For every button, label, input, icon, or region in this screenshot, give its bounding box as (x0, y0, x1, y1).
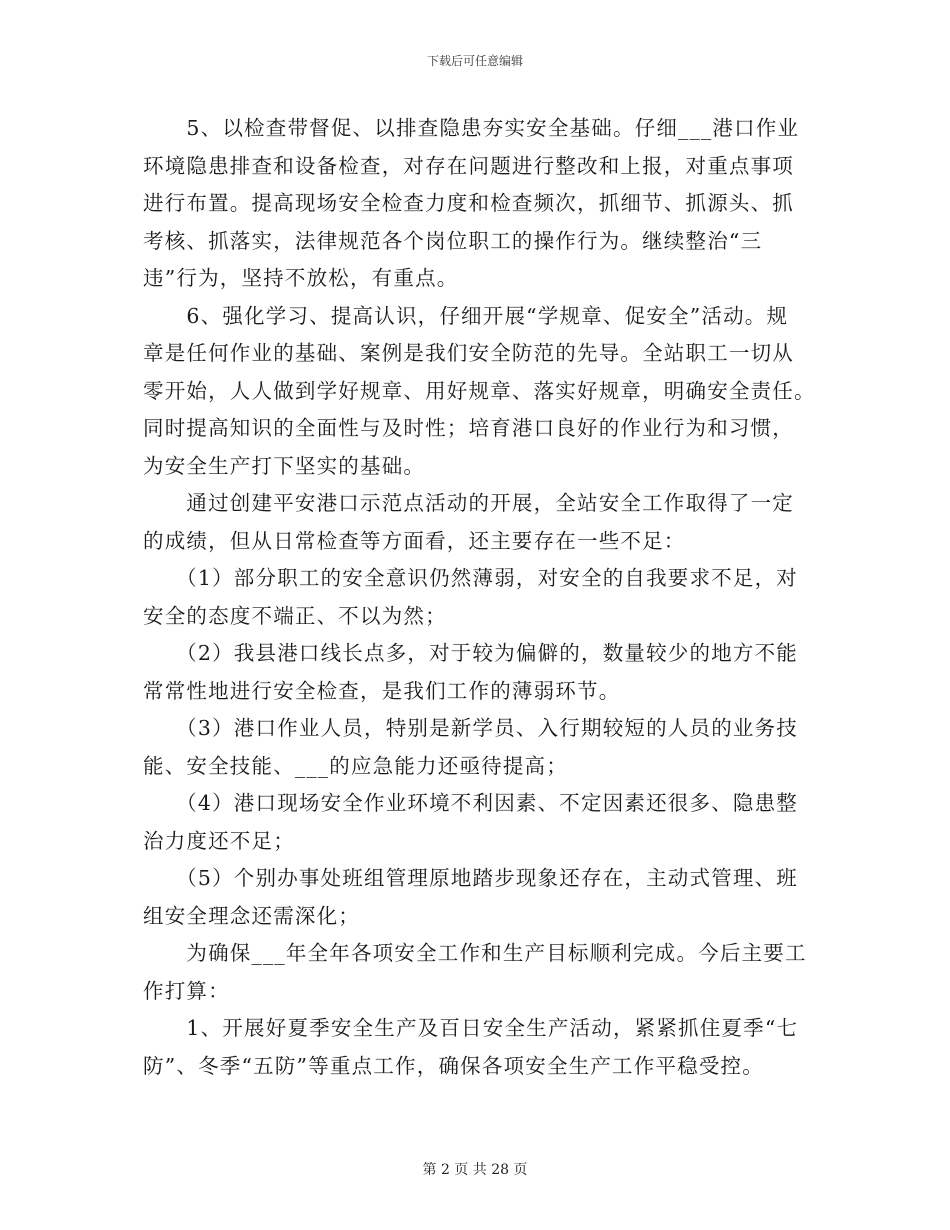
text-line: 章是任何作业的基础、案例是我们安全防范的先导。全站职工一切从 (143, 341, 794, 365)
document-body (143, 110, 816, 1085)
text-line: （3）港口作业人员，特别是新学员、入行期较短的人员的业务技 (143, 716, 798, 740)
text-line: 环境隐患排查和设备检查，对存在问题进行整改和上报，对重点事项 (143, 153, 794, 178)
text-line: 同时提高知识的全面性与及时性；培育港口良好的作业行为和习惯， (143, 416, 794, 440)
text-line: （2）我县港口线长点多，对于较为偏僻的，数量较少的地方不能 (143, 641, 798, 665)
text-line: （4）港口现场安全作业环境不利因素、不定因素还很多、隐患整 (143, 791, 798, 815)
paragraph-shortcoming-1 (143, 560, 809, 635)
text-line: 的成绩，但从日常检查等方面看，还主要存在一些不足： (143, 528, 686, 553)
paragraph-item-5 (143, 110, 809, 298)
text-line: 零开始，人人做到学好规章、用好规章、落实好规章，明确安全责任。 (143, 378, 816, 403)
text-line: 进行布置。提高现场安全检查力度和检查频次，抓细节、抓源头、抓 (143, 191, 794, 215)
paragraph-plan-intro (143, 935, 809, 1010)
paragraph-shortcoming-3 (143, 710, 809, 785)
text-line: 5、以检查带督促、以排查隐患夯实安全基础。仔细___港口作业 (143, 116, 800, 140)
text-line: 为安全生产打下坚实的基础。 (143, 453, 426, 478)
text-line: 安全的态度不端正、不以为然； (143, 603, 447, 628)
text-line: （1）部分职工的安全意识仍然薄弱，对安全的自我要求不足，对 (143, 566, 798, 590)
text-line: 考核、抓落实，法律规范各个岗位职工的操作行为。继续整治“三 (143, 228, 763, 253)
text-line: 6、强化学习、提高认识，仔细开展“学规章、促安全”活动。规 (143, 303, 789, 328)
text-line: （5）个别办事处班组管理原地踏步现象还存在，主动式管理、班 (143, 866, 798, 890)
text-line: 治力度还不足； (143, 828, 295, 853)
text-line: 作打算： (143, 978, 230, 1003)
page-header: 下载后可任意编辑 (426, 54, 523, 68)
text-line: 常常性地进行安全检查，是我们工作的薄弱环节。 (143, 678, 621, 703)
paragraph-shortcoming-5 (143, 860, 809, 935)
text-line: 能、安全技能、___的应急能力还亟待提高； (143, 753, 568, 778)
paragraph-plan-item-1 (143, 1010, 809, 1085)
text-line: 通过创建平安港口示范点活动的开展，全站安全工作取得了一定 (143, 491, 794, 515)
text-line: 防”、冬季“五防”等重点工作，确保各项安全生产工作平稳受控。 (143, 1053, 764, 1078)
paragraph-summary (143, 485, 809, 560)
page-footer: 第 2 页 共 28 页 (422, 1162, 528, 1178)
paragraph-item-6 (143, 298, 816, 486)
text-line: 组安全理念还需深化； (143, 903, 360, 928)
text-line: 1、开展好夏季安全生产及百日安全生产活动，紧紧抓住夏季“七 (143, 1016, 799, 1040)
paragraph-shortcoming-4 (143, 785, 809, 860)
text-line: 为确保___年全年各项安全工作和生产目标顺利完成。今后主要工 (143, 941, 807, 965)
text-line: 违”行为，坚持不放松，有重点。 (143, 266, 459, 290)
paragraph-shortcoming-2 (143, 635, 809, 710)
